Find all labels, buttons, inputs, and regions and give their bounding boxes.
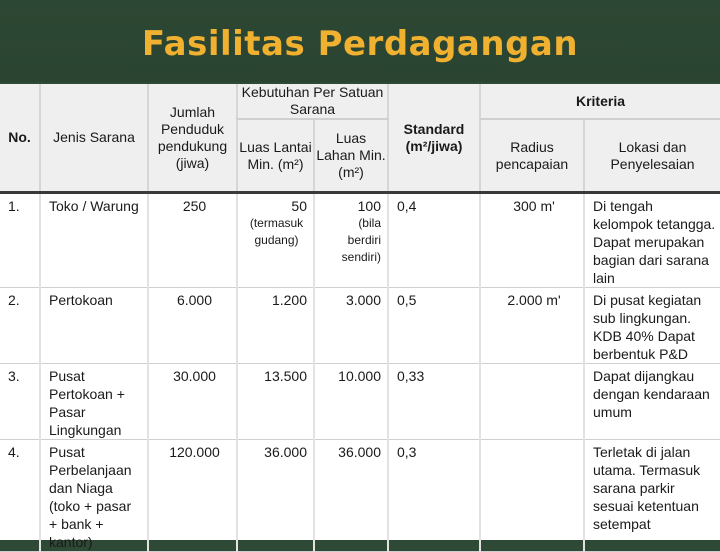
header-standard: Standard (m²/jiwa) — [388, 84, 480, 193]
row-no: 3. — [0, 364, 40, 440]
row-standard: 0,4 — [388, 193, 480, 288]
row-no: 4. — [0, 440, 40, 552]
header-luas-lahan: Luas Lahan Min. (m²) — [314, 119, 388, 193]
row-standard: 0,33 — [388, 364, 480, 440]
header-radius: Radius pencapaian — [480, 119, 584, 193]
row-jumlah: 30.000 — [148, 364, 237, 440]
row-lokasi: Terletak di jalan utama. Termasuk sarana parkir sesuai ketentuan setempat — [584, 440, 720, 552]
row-lokasi: Di tengah kelompok tetangga. Dapat merupakan bagian dari sarana lain — [584, 193, 720, 288]
table-row — [0, 193, 720, 288]
row-jenis: Pusat Perbelanjaan dan Niaga (toko + pasar + bank + kantor) — [40, 440, 148, 552]
row-lokasi: Di pusat kegiatan sub lingkungan. KDB 40% Dapat berbentuk P&D — [584, 288, 720, 364]
row-luas-lahan: 36.000 — [314, 440, 388, 552]
header-jumlah-penduduk: Jumlah Penduduk pendukung (jiwa) — [148, 84, 237, 193]
header-jenis-sarana: Jenis Sarana — [40, 84, 148, 193]
table-row — [0, 440, 720, 552]
slide-title-bar — [0, 0, 720, 82]
row-jumlah: 6.000 — [148, 288, 237, 364]
row-radius — [480, 364, 584, 440]
header-lokasi: Lokasi dan Penyelesaian — [584, 119, 720, 193]
slide-title: Fasilitas Perdagangan — [141, 24, 579, 64]
table-row — [0, 364, 720, 440]
row-jenis: Pertokoan — [40, 288, 148, 364]
luas-lahan-note: (bila berdiri sendiri) — [341, 216, 381, 264]
table-row — [0, 288, 720, 364]
row-jumlah: 120.000 — [148, 440, 237, 552]
luas-lahan-value: 100 — [357, 198, 381, 214]
row-standard: 0,5 — [388, 288, 480, 364]
row-no: 1. — [0, 193, 40, 288]
facility-table-document — [0, 84, 720, 550]
row-luas-lahan: 10.000 — [314, 364, 388, 440]
row-no: 2. — [0, 288, 40, 364]
facility-table — [0, 84, 720, 552]
row-luas-lantai: 1.200 — [237, 288, 314, 364]
row-luas-lahan — [314, 193, 388, 288]
row-luas-lahan: 3.000 — [314, 288, 388, 364]
row-luas-lantai: 13.500 — [237, 364, 314, 440]
row-jumlah: 250 — [148, 193, 237, 288]
row-radius: 2.000 m' — [480, 288, 584, 364]
row-luas-lantai: 36.000 — [237, 440, 314, 552]
header-no: No. — [0, 84, 40, 193]
header-luas-lantai: Luas Lantai Min. (m²) — [237, 119, 314, 193]
row-jenis: Toko / Warung — [40, 193, 148, 288]
luas-lantai-value: 50 — [291, 198, 307, 214]
luas-lantai-note: (termasuk gudang) — [249, 216, 304, 247]
row-radius: 300 m' — [480, 193, 584, 288]
header-kebutuhan: Kebutuhan Per Satuan Sarana — [237, 84, 388, 119]
row-jenis: Pusat Pertokoan + Pasar Lingkungan — [40, 364, 148, 440]
row-standard: 0,3 — [388, 440, 480, 552]
row-radius — [480, 440, 584, 552]
header-kriteria: Kriteria — [480, 84, 720, 119]
row-lokasi: Dapat dijangkau dengan kendaraan umum — [584, 364, 720, 440]
row-luas-lantai — [237, 193, 314, 288]
